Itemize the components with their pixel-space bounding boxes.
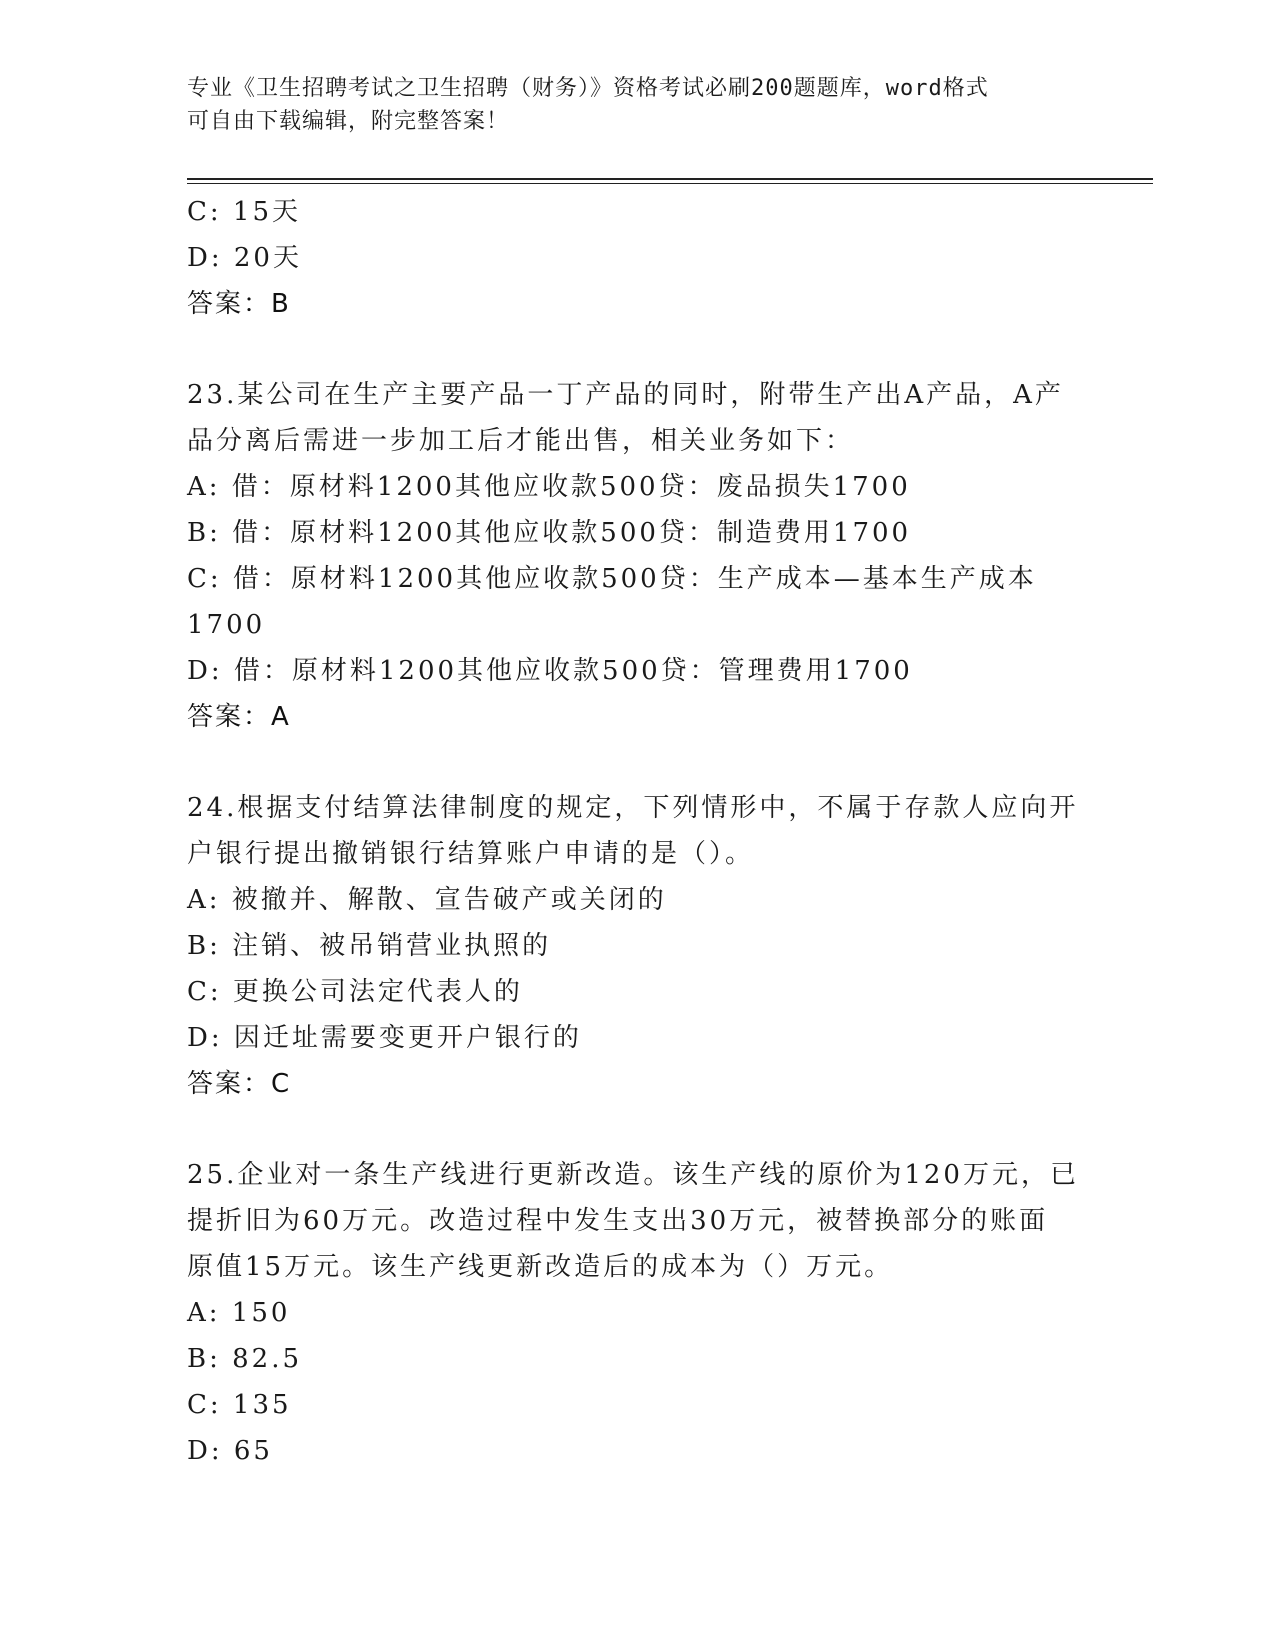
option-c-continuation: 1700 xyxy=(187,610,266,640)
question-stem-line: 23.某公司在生产主要产品一丁产品的同时，附带生产出A产品，A产 xyxy=(187,380,1064,410)
question-block-23 xyxy=(187,372,1087,740)
option-a: A: 借：原材料1200其他应收款500贷：废品损失1700 xyxy=(187,472,911,502)
question-block-25 xyxy=(187,1152,1087,1474)
option-c: C: 更换公司法定代表人的 xyxy=(187,977,523,1007)
header-title-line-1: 专业《卫生招聘考试之卫生招聘（财务）》资格考试必刷200题题库，word格式 xyxy=(187,76,989,101)
question-stem-line: 提折旧为60万元。改造过程中发生支出30万元，被替换部分的账面 xyxy=(187,1206,1049,1236)
option-d: D: 借：原材料1200其他应收款500贷：管理费用1700 xyxy=(187,656,913,686)
option-b: B: 82.5 xyxy=(187,1344,303,1374)
header-divider-thick xyxy=(187,178,1153,180)
spacer xyxy=(187,327,1087,372)
question-stem-line: 品分离后需进一步加工后才能出售，相关业务如下： xyxy=(187,426,855,456)
question-stem-line: 24.根据支付结算法律制度的规定，下列情形中，不属于存款人应向开 xyxy=(187,793,1079,823)
header-divider-thin xyxy=(187,183,1153,184)
option-c: C: 135 xyxy=(187,1390,292,1420)
answer-line: 答案：A xyxy=(187,702,291,732)
answer-line: 答案：B xyxy=(187,289,291,319)
option-b: B: 借：原材料1200其他应收款500贷：制造费用1700 xyxy=(187,518,912,548)
option-c: C: 借：原材料1200其他应收款500贷：生产成本—基本生产成本 xyxy=(187,564,1037,594)
option-a: A: 被撤并、解散、宣告破产或关闭的 xyxy=(187,885,667,915)
question-stem-line: 户银行提出撤销银行结算账户申请的是（）。 xyxy=(187,839,755,869)
option-d: D: 20天 xyxy=(187,243,302,273)
answer-line: 答案：C xyxy=(187,1069,292,1099)
question-block-24 xyxy=(187,785,1087,1107)
option-d: D: 65 xyxy=(187,1436,273,1466)
option-a: A: 150 xyxy=(187,1298,291,1328)
header-title-line-2: 可自由下载编辑，附完整答案！ xyxy=(187,109,510,134)
document-header xyxy=(187,72,1067,138)
option-b: B: 注销、被吊销营业执照的 xyxy=(187,931,552,961)
option-c: C: 15天 xyxy=(187,197,302,227)
spacer xyxy=(187,740,1087,785)
question-stem-line: 25.企业对一条生产线进行更新改造。该生产线的原价为120万元，已 xyxy=(187,1160,1079,1190)
question-block-prev xyxy=(187,189,1087,327)
question-list xyxy=(187,189,1087,1474)
option-d: D: 因迁址需要变更开户银行的 xyxy=(187,1023,582,1053)
spacer xyxy=(187,1107,1087,1152)
question-stem-line: 原值15万元。该生产线更新改造后的成本为（）万元。 xyxy=(187,1252,894,1282)
